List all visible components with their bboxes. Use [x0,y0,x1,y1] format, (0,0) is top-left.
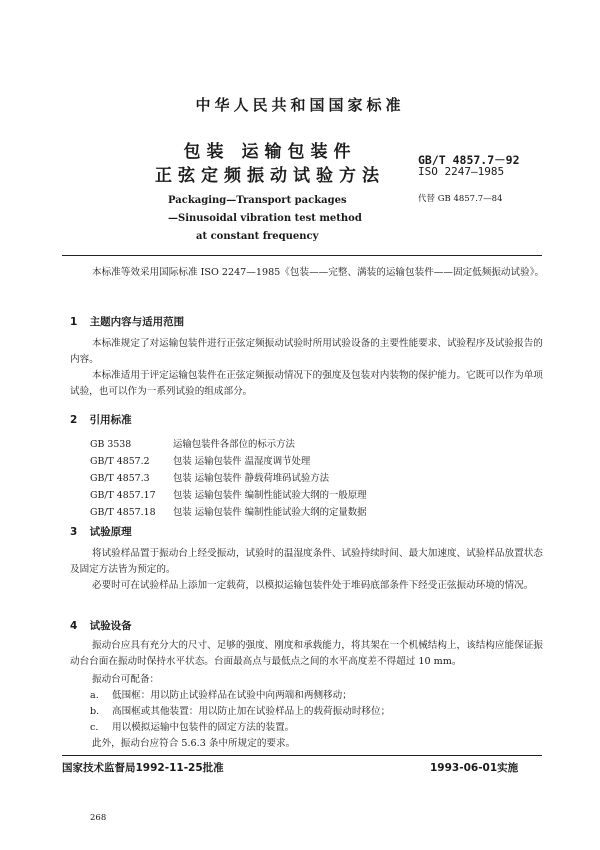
section-3-paragraph-1: 将试验样品置于振动台上经受振动，试验时的温湿度条件、试验持续时间、最大加速度、试验样品放置状态及固定方法皆为预定的。 [70,548,543,575]
reference-title: 包装 运输包装件 编制性能试验大纲的一般原理 [172,490,367,501]
section-number: 4 [70,620,78,632]
approval-date: 国家技术监督局1992-11-25批准 [62,762,224,774]
national-standard-heading: 中华人民共和国国家标准 [195,96,405,114]
list-marker: c. [90,722,99,733]
section-1-paragraph-2: 本标准适用于评定运输包装件在正弦定频振动情况下的强度及包装对内装物的保护能力。它既可以作为单项试验，也可以作为一系列试验的组成部分。 [70,370,543,397]
reference-item [90,436,295,450]
section-3-paragraph-2: 必要时可在试验样品上添加一定载荷，以模拟运输包装件处于堆码底部条件下经受正弦振动环境的情况。 [92,580,534,591]
reference-item [90,487,366,501]
reference-code: GB 3538 [90,439,132,450]
reference-item [90,504,366,518]
replaces-note: 代替 GB 4857.7—84 [418,194,503,204]
section-4-heading [70,618,132,633]
reference-code: GB/T 4857.17 [90,490,156,501]
list-item [90,688,548,704]
title-cn-line2: 正弦定频振动试验方法 [155,166,385,186]
section-number: 2 [70,414,78,426]
section-4-closing: 此外，振动台应符合 5.6.3 条中所规定的要求。 [92,738,296,749]
reference-title: 包装 运输包装件 静载荷堆码试验方法 [172,473,329,484]
reference-title: 包装 运输包装件 温湿度调节处理 [172,456,311,467]
page-number: 268 [90,813,107,823]
list-item [90,704,548,720]
title-en-line3: at constant frequency [196,231,319,242]
title-en-line2: —Sinusoidal vibration test method [168,213,362,224]
section-title: 试验设备 [89,620,132,632]
section-4-paragraph-2: 振动台可配备： [92,674,160,685]
footer-divider [62,755,542,756]
reference-code: GB/T 4857.3 [90,473,150,484]
list-marker: b. [90,706,100,717]
section-3-heading [70,524,132,539]
reference-title: 运输包装件各部位的标示方法 [172,439,295,450]
section-title: 试验原理 [89,526,132,538]
implementation-date: 1993-06-01实施 [430,762,519,774]
section-1-heading [70,314,184,329]
list-item [90,720,548,736]
reference-item [90,470,329,484]
section-number: 3 [70,526,78,538]
iso-code: ISO 2247—1985 [418,165,505,178]
list-text: 用以模拟运输中包装件的固定方法的装置。 [112,722,295,733]
title-en-line1: Packaging—Transport packages [168,195,347,206]
list-text: 低围框：用以防止试验样品在试验中向两端和两侧移动； [112,690,352,701]
title-cn-line1: 包装 运输包装件 [183,142,357,162]
section-title: 主题内容与适用范围 [89,316,185,328]
section-2-heading [70,412,132,427]
list-text: 高围框或其他装置：用以防止加在试验样品上的载荷振动时移位； [112,706,391,717]
section-1-paragraph-1: 本标准规定了对运输包装件进行正弦定频振动试验时所用试验设备的主要性能要求、试验程序及试验报告的内容。 [70,338,543,365]
standard-code: GB/T 4857.7－92 [418,153,520,167]
reference-item [90,453,310,467]
section-4-paragraph-1: 振动台应具有充分大的尺寸、足够的强度、刚度和承载能力，将其架在一个机械结构上，该结构应能保证振动台台面在振动时保持水平状态。台面最高点与最低点之间的水平高度差不得超过 10 mm。 [70,640,543,667]
header-divider [62,255,542,256]
section-number: 1 [70,316,78,328]
section-title: 引用标准 [89,414,132,426]
reference-title: 包装 运输包装件 编制性能试验大纲的定量数据 [172,507,367,518]
reference-code: GB/T 4857.18 [90,507,156,518]
list-marker: a. [90,690,99,701]
intro-paragraph: 本标准等效采用国际标准 ISO 2247—1985《包装——完整、满装的运输包装件——固定低频振动试验》。 [92,267,545,278]
reference-code: GB/T 4857.2 [90,456,150,467]
